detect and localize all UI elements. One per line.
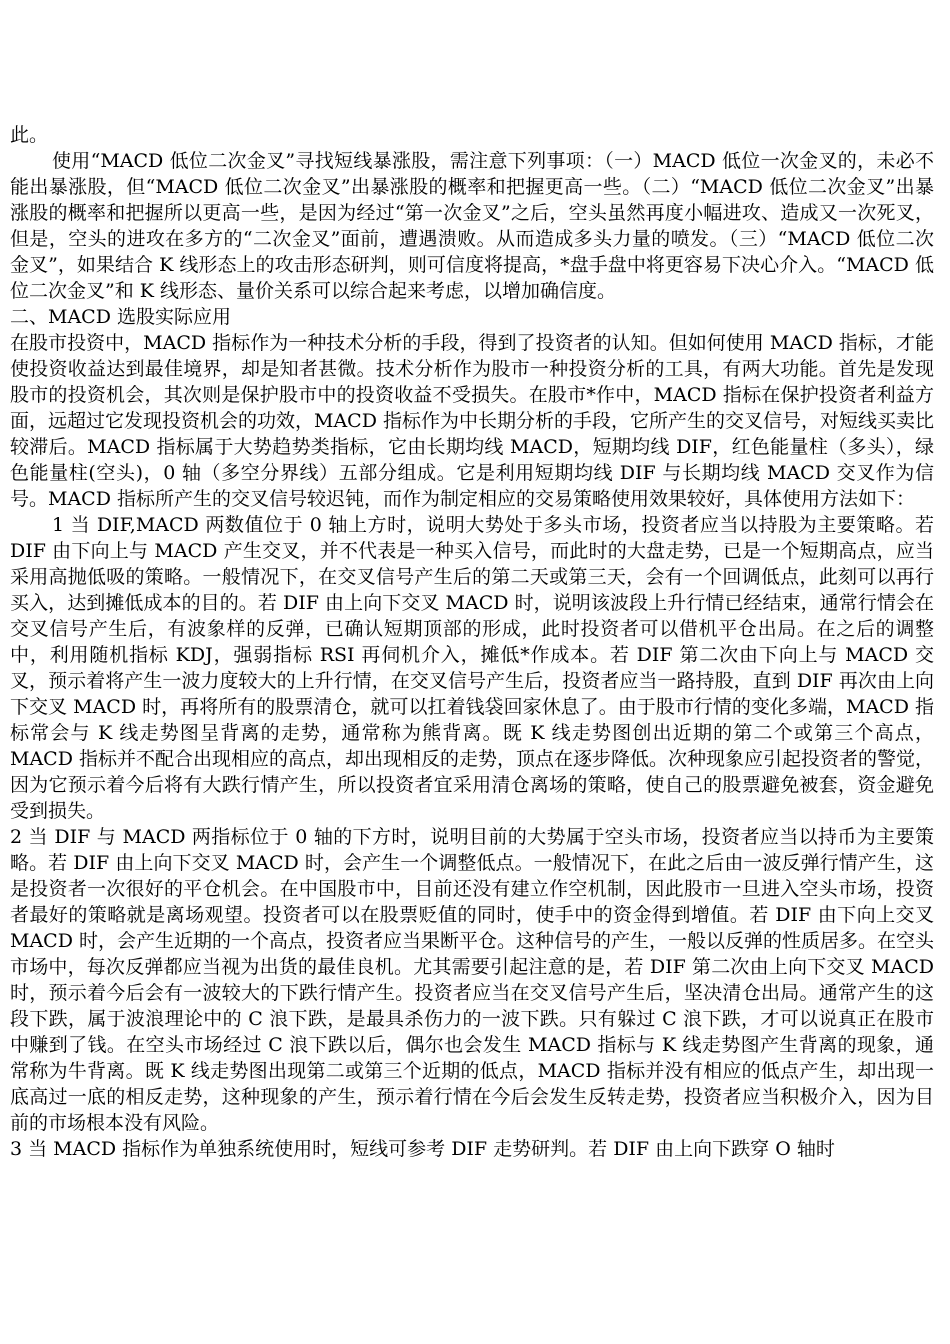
paragraph-rule-2: 2 当 DIF 与 MACD 两指标位于 0 轴的下方时，说明目前的大势属于空头市场，投资者应当以持币为主要策略。若 DIF 由上向下交叉 MACD 时，会产生一个调整低点。一般情况下，在此之后由一波反弹行情产生，这是投资者一次很好的平仓机会。在中国股市中，目前还没有建立作空机制，因此股市一旦进入空头市场，投资者最好的策略就是离场观望。投资者可以在股票贬值的同时，使手中的资金得到增值。若 DIF 由下向上交叉 MACD 时，会产生近期的一个高点，投资者应当果断平仓。这种信号的产生，一般以反弹的性质居多。在空头市场中，每次反弹都应当视为出货的最佳良机。尤其需要引起注意的是，若 DIF 第二次由上向下交叉 MACD 时，预示着今后会有一波较大的下跌行情产生。投资者应当在交叉信号产生后，坚决清仓出局。通常产生的这段下跌，属于波浪理论中的 C 浪下跌，是最具杀伤力的一波下跌。只有躲过 C 浪下跌，才可以说真正在股市中赚到了钱。在空头市场经过 C 浪下跌以后，偶尔也会发生 MACD 指标与 K 线走势图产生背离的现象，通常称为牛背离。既 K 线走势图出现第二或第三个近期的低点，MACD 指标并没有相应的低点产生，却出现一底高过一底的相反走势，这种现象的产生，预示着行情在今后会发生反转走势，投资者应当积极介入，因为目前的市场根本没有风险。: [10, 826, 934, 1134]
section-heading: 二、MACD 选股实际应用: [10, 306, 231, 328]
paragraph-macd-intro: 在股市投资中，MACD 指标作为一种技术分析的手段，得到了投资者的认知。但如何使用 MACD 指标，才能使投资收益达到最佳境界，却是知者甚微。技术分析作为股市一种投资分析的工具，有两大功能。首先是发现股市的投资机会，其次则是保护股市中的投资收益不受损失。在股市*作中，MACD 指标在保护投资者利益方面，远超过它发现投资机会的功效，MACD 指标作为中长期分析的手段，它所产生的交叉信号，对短线买卖比较滞后。MACD 指标属于大势趋势类指标，它由长期均线 MACD，短期均线 DIF，红色能量柱（多头），绿色能量柱(空头)，0 轴（多空分界线）五部分组成。它是利用短期均线 DIF 与长期均线 MACD 交叉作为信号。MACD 指标所产生的交叉信号较迟钝，而作为制定相应的交易策略使用效果较好，具体使用方法如下：: [10, 332, 934, 510]
document-page: [10, 122, 934, 1162]
paragraph-rule-3: 3 当 MACD 指标作为单独系统使用时，短线可参考 DIF 走势研判。若 DIF 由上向下跌穿 O 轴时: [10, 1138, 835, 1160]
paragraph-rule-1: 1 当 DIF,MACD 两数值位于 0 轴上方时，说明大势处于多头市场，投资者应当以持股为主要策略。若 DIF 由下向上与 MACD 产生交叉，并不代表是一种买入信号，而此时的大盘走势，已是一个短期高点，应当采用高抛低吸的策略。一般情况下，在交叉信号产生后的第二天或第三天，会有一个回调低点，此刻可以再行买入，达到摊低成本的目的。若 DIF 由上向下交叉 MACD 时，说明该波段上升行情已经结束，通常行情会在交叉信号产生后，有波象样的反弹，已确认短期顶部的形成，此时投资者可以借机平仓出局。在之后的调整中，利用随机指标 KDJ，强弱指标 RSI 再伺机介入，摊低*作成本。若 DIF 第二次由下向上与 MACD 交叉，预示着将产生一波力度较大的上升行情，在交叉信号产生后，投资者应当一路持股，直到 DIF 再次由上向下交叉 MACD 时，再将所有的股票清仓，就可以扛着钱袋回家休息了。由于股市行情的变化多端，MACD 指标常会与 K 线走势图呈背离的走势，通常称为熊背离。既 K 线走势图创出近期的第二个或第三个高点，MACD 指标并不配合出现相应的高点，却出现相反的走势，顶点在逐步降低。次种现象应引起投资者的警觉，因为它预示着今后将有大跌行情产生，所以投资者宜采用清仓离场的策略，使自己的股票避免被套，资金避免受到损失。: [10, 514, 934, 822]
paragraph-continuation: 此。: [10, 124, 49, 146]
paragraph-macd-second-golden-cross: 使用“MACD 低位二次金叉”寻找短线暴涨股，需注意下列事项：（一）MACD 低位一次金叉的，未必不能出暴涨股，但“MACD 低位二次金叉”出暴涨股的概率和把握更高一些。（二）“MACD 低位二次金叉”出暴涨股的概率和把握所以更高一些，是因为经过“第一次金叉”之后，空头虽然再度小幅进攻、造成又一次死叉，但是，空头的进攻在多方的“二次金叉”面前，遭遇溃败。从而造成多头力量的喷发。（三）“MACD 低位二次金叉”，如果结合 K 线形态上的攻击形态研判，则可信度将提高，*盘手盘中将更容易下决心介入。“MACD 低位二次金叉”和 K 线形态、量价关系可以综合起来考虑，以增加确信度。: [10, 150, 934, 302]
